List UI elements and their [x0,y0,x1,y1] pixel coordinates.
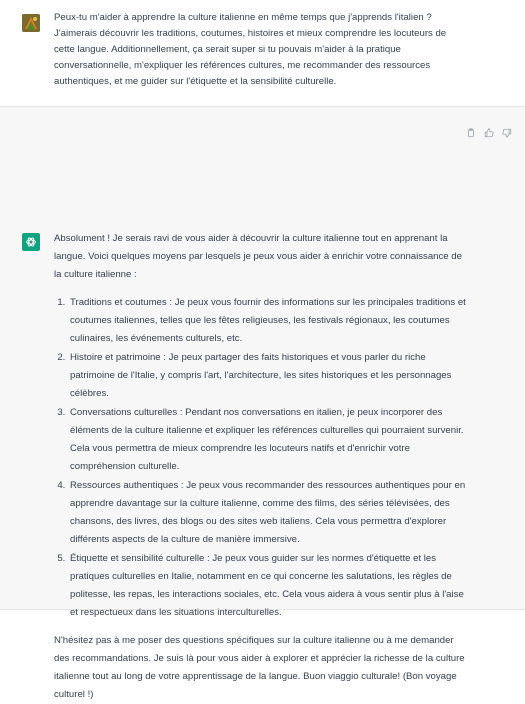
thumbs-down-icon [502,128,512,138]
list-item: 5. Étiquette et sensibilité culturelle : Je peux vous guider sur les normes d'étiquette et les pratiques culturelles en Italie, notamment en ce qui concerne les salutations, les règles de politesse, les repas, les interactions sociales, etc. Cela vous aidera à vous sentir plus à l'aise et respectueux dans les situations interculturelles. [68,550,466,622]
like-button[interactable] [483,127,495,139]
clipboard-icon [466,128,476,138]
assistant-closing: N'hésitez pas à me poser des questions spécifiques sur la culture italienne ou à me demander des recommandations. Je suis là pour vous aider à explorer et apprécier la richesse de la culture italienne tout au long de votre apprentissage de la langue. Buon viaggio culturale! (Bon voyage culturel !) [54,635,465,700]
list-item: 4. Ressources authentiques : Je peux vous recommander des ressources authentiques pour en apprendre davantage sur la culture italienne, comme des films, des séries télévisées, des chansons, des livres, des blogs ou des sites web italiens. Cela vous permettra d'explorer différents aspects de la culture de manière immersive. [68,477,466,549]
user-avatar [22,14,40,32]
copy-button[interactable] [465,127,477,139]
list-item: 1. Traditions et coutumes : Je peux vous fournir des informations sur les principales traditions et coutumes italiennes, telles que les fêtes religieuses, les festivals régionaux, les coutumes culinaires, les événements culturels, etc. [68,294,466,348]
assistant-message-text [54,230,466,704]
assistant-list [54,294,466,622]
chatgpt-logo-icon [22,233,40,251]
assistant-message [0,107,525,700]
assistant-intro: Absolument ! Je serais ravi de vous aider à découvrir la culture italienne tout en apprenant la langue. Voici quelques moyens par lesquels je peux vous aider à enrichir votre connaissance de la culture italienne : [54,233,462,280]
list-item: 3. Conversations culturelles : Pendant nos conversations en italien, je peux incorporer des éléments de la culture italienne et expliquer les références culturelles qui pourraient survenir. Cela vous permettra de mieux comprendre les locuteurs natifs et d'enrichir votre compréhension culturelle. [68,404,466,476]
user-avatar-image [22,14,40,32]
list-item: 2. Histoire et patrimoine : Je peux partager des faits historiques et vous parler du riche patrimoine de l'Italie, y compris l'art, l'architecture, les sites historiques et les personnages célèbres. [68,349,466,403]
thumbs-up-icon [484,128,494,138]
user-message-text: Peux-tu m'aider à apprendre la culture italienne en même temps que j'apprends l'italien ? J'aimerais découvrir les traditions, coutumes, histoires et mieux comprendre les locuteurs de cette langue. Additionnellement, ça serait super si tu pouvais m'aider à la pratique conversationnelle, m'expliquer les références cultures, me recommander des ressources authentiques, et me guider sur l'étiquette et la sensibilité culturelle. [54,12,447,87]
dislike-button[interactable] [501,127,513,139]
chatgpt-logo-glyph [25,236,37,248]
message-actions [465,127,513,139]
user-message [0,0,525,107]
